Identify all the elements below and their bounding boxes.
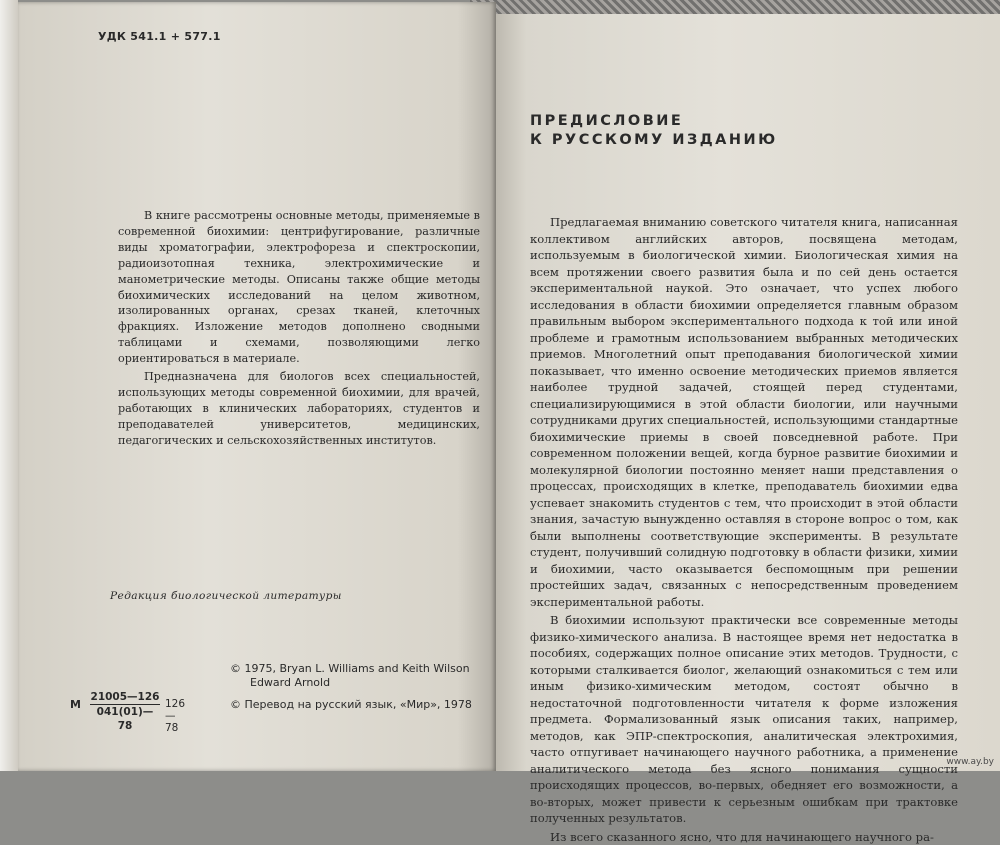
annotation-paragraph: В книге рассмотрены основные методы, применяемые в современной биохимии: центрифугирование, различные виды хроматографии, электрофореза и спектроскопии, радиоизотопная техника, электрохимические и манометрические методы. Описаны также общие методы биохимических исследований на целом животном, изолированных органах, срезах тканей, клеточных фракциях. Изложение методов дополнено сводными таблицами и схемами, позволяющими легко ориентироваться в материале. (118, 208, 480, 367)
body-paragraph: Предлагаемая вниманию советского читателя книга, написанная коллективом английских авторов, посвящена методам, используемым в биологической химии. Биологическая химия на всем протяжении своего развития была и по сей день остается экспериментальной наукой. Это означает, что успех любого исследования в области биохимии определяется главным образом правильным выбором экспериментального подхода к той или иной проблеме и грамотным использованием выбранных методических приемов. Многолетний опыт преподавания биологической химии показывает, что именно освоение методических приемов является наиболее трудной задачей, стоящей перед студентами, специализирующимися в этой области биологии, или научными сотрудниками других специальностей, использующими стандартные биохимические приемы в своей повседневной работе. При современном положении вещей, когда бурное развитие биохимии и молекулярной биологии постоянно меняет наши представления о процессах, происходящих в клетке, преподаватель биохимии едва успевает знакомить студентов с тем, что происходит в этой области знания, зачастую вынужденно оставляя в стороне вопрос о том, как были выполнены соответствующие эксперименты. В результате студент, получивший солидную подготовку в области физики, химии и биохимии, часто оказывается беспомощным при решении простейших задач, связанных с непосредственным проведением экспериментальной работы. (530, 214, 958, 610)
left-page (18, 2, 496, 771)
heading-line: ПРЕДИСЛОВИЕ (530, 112, 778, 131)
copyright-original (230, 662, 470, 690)
index-numerator: 21005—126 (90, 690, 160, 705)
heading-line: К РУССКОМУ ИЗДАНИЮ (530, 131, 778, 150)
book-annotation (118, 208, 480, 449)
copyright-line: © 1975, Bryan L. Williams and Keith Wilson (230, 662, 470, 676)
annotation-paragraph: Предназначена для биологов всех специальностей, использующих методы современной биохимии, для врачей, работающих в клинических лабораториях, студентов и преподавателей университетов, медицинских, педагогических и сельскохозяйственных институтов. (118, 369, 480, 449)
body-paragraph: В биохимии используют практически все современные методы физико-химического анализа. В настоящее время нет недостатка в пособиях, содержащих полное описание этих методов. Трудности, с которыми сталкивается биолог, желающий ознакомиться с тем или иным физико-химическим методом, состоят обычно в недостаточной подготовленности читателя к форме изложения предмета. Формализованный язык описания таких, например, методов, как ЭПР-спектроскопия, аналитическая электрохимия, часто отпугивает начинающего научного работника, а применение аналитического метода без ясного понимания сущности происходящих процессов, во-первых, обедняет его возможности, а во-вторых, может привести к серьезным ошибкам при трактовке полученных результатов. (530, 612, 958, 827)
index-letter: М (70, 698, 81, 711)
watermark: www.ay.by (946, 757, 994, 767)
index-denominator: 041(01)—78 (97, 706, 154, 732)
udk-code: УДК 541.1 + 577.1 (98, 30, 221, 43)
editorial-office: Редакция биологической литературы (110, 590, 342, 602)
preface-body (530, 214, 958, 845)
body-paragraph: Из всего сказанного ясно, что для начинающего научного ра- (530, 829, 958, 845)
index-code: 126—78 (165, 698, 185, 734)
left-page-edge (0, 0, 18, 771)
preface-heading (530, 112, 778, 150)
copyright-publisher: Edward Arnold (230, 676, 470, 690)
copyright-translation: © Перевод на русский язык, «Мир», 1978 (230, 698, 472, 711)
index-fraction (90, 690, 160, 733)
